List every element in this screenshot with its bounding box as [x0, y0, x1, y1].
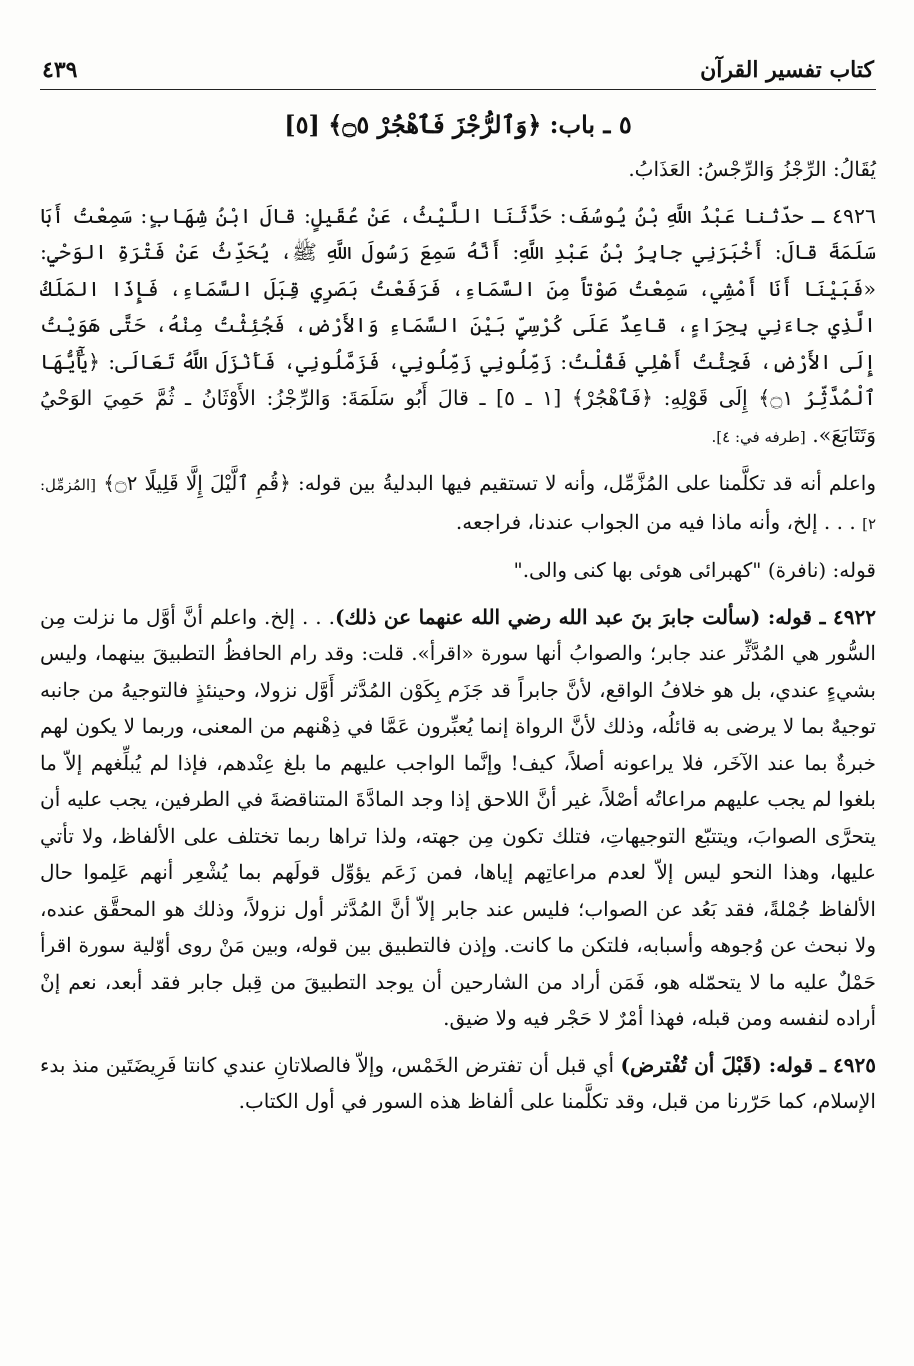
paragraph-4925-body: أي قبل أن تفترض الخَمْس، وإلاّ فالصلاتانِ عندي كانتا فَرِيضَتَين منذ بدء الإسلام، كما حَرّرنا من قبل، وقد تكلَّمنا على ألفاظ هذه السور في أول الكتاب. — [40, 1052, 876, 1113]
paragraph-4925-lead: ٤٩٢٥ ـ قوله: (قَبْلَ أن تُفْترض) — [620, 1052, 877, 1077]
paragraph-4922-lead: ٤٩٢٢ ـ قوله: (سألت جابرَ بنَ عبد الله رضي الله عنهما عن ذلك) — [335, 604, 876, 629]
hadith-reference-note: [طرفه في: ٤]. — [711, 427, 806, 446]
chapter-heading: ٥ ـ باب: ﴿وَٱلرُّجْزَ فَٱهْجُرْ ۝٥﴾ [٥] — [284, 110, 632, 139]
page-header — [40, 40, 876, 90]
commentary-paragraph-4922 — [40, 599, 876, 1037]
page-number: ٤٣٩ — [42, 57, 78, 83]
commentary-paragraph-muzzammil — [40, 465, 876, 542]
muzzammil-reference-note: [المُزمِّل: ٢] — [40, 476, 876, 533]
commentary-paragraph-nafira: قوله: (نافرة) "كهبرائى هوئى بها كنى والى." — [513, 558, 876, 582]
paragraph-4922-body: . . . إلخ. واعلم أنَّ أوَّل ما نزلت مِن السُّور هي المُدَّثِّر عند جابر؛ والصوابُ أنها سورة «اقرأ». قلت: وقد رام الحافظُ التطبيقَ بينهما، وليس بشيءٍ عندي، بل هو خلافُ الواقع، لأنَّ جابراً قد جَزَم بِكَوْن المُدَّثر أَوَّل نزولا، وحينئذٍ فالتوجيهُ من جانبه توجيهٌ بما لا يرضى به قائلُه، وذلك لأنَّ الرواة إنما يُعبِّرون عَمَّا في ذِهْنهم من المعنى، وربما لا يكون لهم خبرةٌ بما عند الآخَر، فلا يراعونه أصلاً، كيف! وإنَّما الواجب عليهم ما بلغ عِنْدهم، فإذا لم يُبلِّغهم إلاّ ما بلغوا لم يجب عليهم مراعاتُه أصْلاً، غير أنَّ اللاحق إذا وجد المادَّةَ المتناقضةَ في الطرفين، يجب عليه أن يتحرَّى الصوابَ، ويتتبّع التوجيهاتِ، فتلك تكون مِن جهته، ولذا تراها ربما تختلف على الألفاظ، ولا تأتي عليها، وهذا النحو ليس إلاّ لعدم مراعاتِهم إياها، فمن زَعَم يؤوِّل قولَهم بما يُشْعِر أنهم عَلِموا حال الألفاظ جُمْلةً، فقد بَعُد عن الصواب؛ فليس عند جابر إلاّ أنَّ المُدَّثر أول نزولاً، وذلك هو المحقَّق عنده، ولا نبحث عن وُجوهه وأسبابه، فلتكن ما كانت. وإذن فالتطبيق بين قوله، وبين مَنْ روى أوّلية سورة اقرأ حَمْلٌ عليه ما لا يتحمّله هو، فَمَن أراد من الشارحين أن يوجد التطبيقَ من قِبل جابر فقد أبعد، نعم إنْ أراده لنفسه ومن قبله، فهذا أمْرٌ لا حَجْر فيه ولا ضيق. — [40, 604, 876, 1030]
hadith-paragraph — [40, 198, 876, 456]
page-content — [40, 110, 876, 1120]
definition-paragraph: يُقَالُ: الرِّجْزُ وَالرِّجْسُ: العَذَابُ. — [628, 157, 876, 181]
book-title: كتاب تفسير القرآن — [700, 57, 874, 83]
hadith-text: ٤٩٢٦ ـ حدّثنا عَبْدُ اللَّهِ بْنُ يُوسُفَ: حَدَّثَنَا اللَّيْثُ، عَنْ عُقَيلٍ: قالَ ابْنُ شِهَابٍ: سَمِعْتُ أَبَا سَلَمَةَ قالَ: أَخْبَرَنِي جابِرُ بْنُ عَبْدِ اللَّهِ: أَنَّهُ سَمِعَ رَسُولَ اللَّهِ ﷺ، يُحَدِّثُ عَنْ فَتْرَةِ الوَحْيِ: «فَبَيْنَا أَنَا أَمْشِي، سَمِعْتُ صَوْتاً مِنَ السَّمَاءِ، فَرَفَعْتُ بَصَرِي قِبَلَ السَّمَاءِ، فَإِذَا المَلَكُ الَّذِي جاءَنِي بِحِرَاءٍ، قاعِدٌ عَلَى كُرْسِيٍّ بَيْنَ السَّمَاءِ وَالأَرْضِ، فَجُئِثْتُ مِنْهُ، حَتَّى هَوَيْتُ إِلَى الأَرْضِ، فَجِئْتُ أَهْلِي فَقُلْتُ: زَمِّلُونِي زَمِّلُونِي، فَزَمَّلُونِي، فَأَنْزَلَ اللَّهُ تَعَالَى: ﴿يَٰٓأَيُّهَا ٱلْمُدَّثِّرُ ۝١﴾ إِلَى قَوْلِهِ: ﴿فَٱهْجُرْ﴾ [١ ـ ٥] ـ قالَ أَبُو سَلَمَةَ: وَالرِّجْزُ: الأَوْثَانُ ـ ثُمَّ حَمِيَ الوَحْيُ وَتَتَابَعَ». — [40, 203, 876, 447]
commentary-paragraph-4925 — [40, 1047, 876, 1120]
muzzammil-text: واعلم أنه قد تكلَّمنا على المُزَّمِّل، وأنه لا تستقيم فيها البدليةُ بين قوله: ﴿قُمِ ٱلَّيْلَ إِلَّا قَلِيلًا ۝٢﴾ — [103, 471, 876, 495]
muzzammil-tail: . . . إلخ، وأنه ماذا فيه من الجواب عندنا، فراجعه. — [455, 509, 856, 534]
